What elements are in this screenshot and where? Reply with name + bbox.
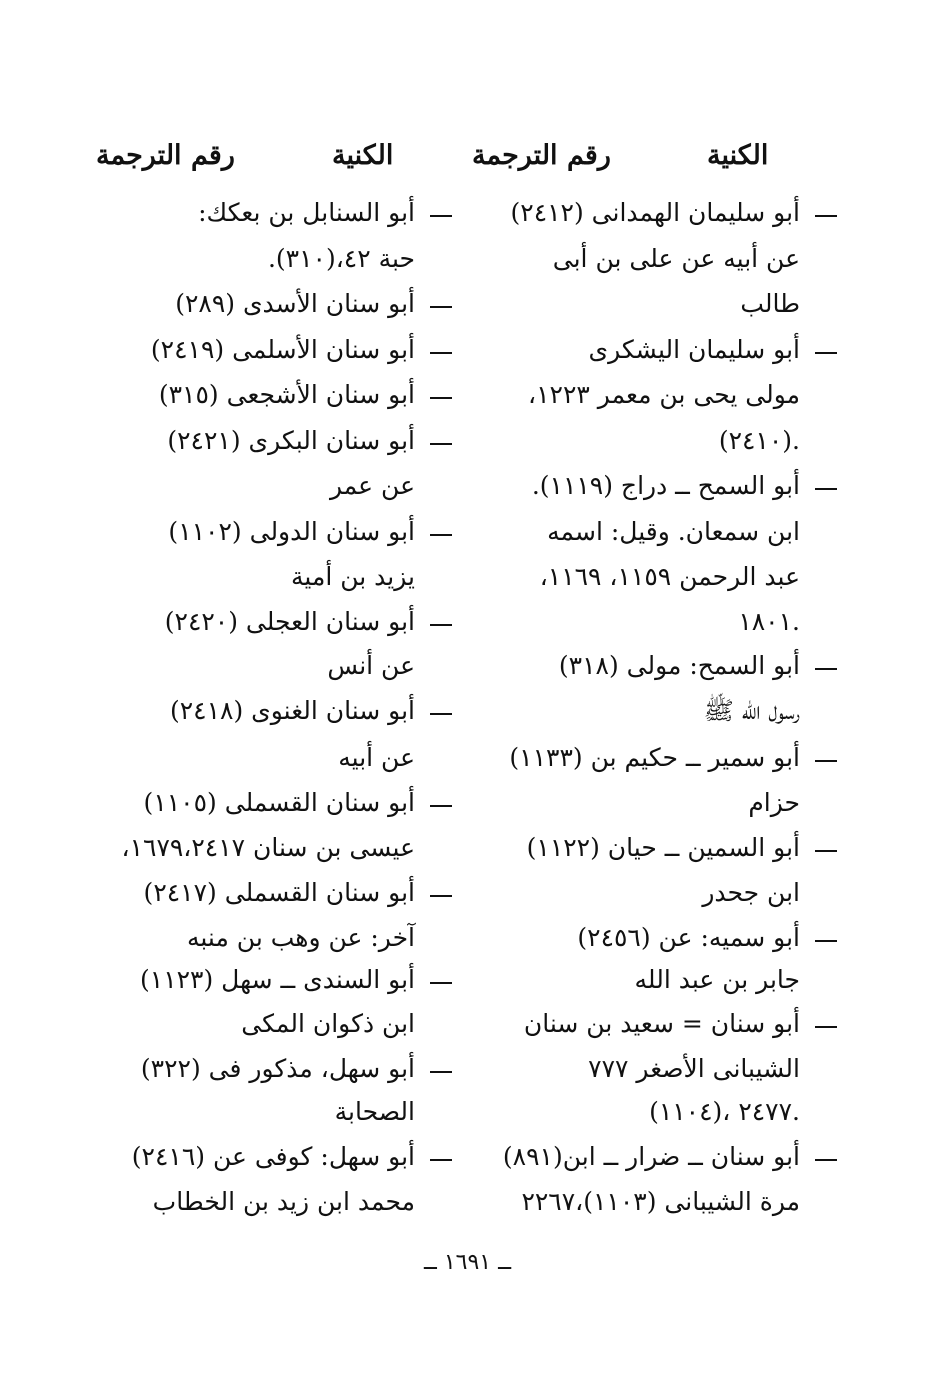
header-left-number: رقم الترجمة [96, 140, 235, 171]
left-line: أبو سنان الأسدى (٢٨٩) [175, 289, 415, 318]
left-line: أبو سنان البكرى (٢٤٢١) [167, 426, 415, 455]
entry-dash [430, 1071, 452, 1073]
left-line: أبو سنان الأسلمى (٢٤١٩) [150, 335, 415, 364]
right-line: الشيبانى الأصغر ٧٧٧ [588, 1054, 800, 1083]
entry-dash [815, 668, 837, 670]
right-line: أبو سليمان اليشكرى [588, 335, 800, 364]
entry-dash [815, 488, 837, 490]
left-line: أبو سهل، مذكور فى (٣٢٢) [140, 1054, 415, 1083]
right-line: أبو سميه: عن (٢٤٥٦) [577, 923, 800, 952]
left-line: أبو سنان العجلى (٢٤٢٠) [164, 607, 415, 636]
entry-dash [430, 982, 452, 984]
entry-dash [430, 624, 452, 626]
left-line: يزيد بن أمية [291, 562, 415, 591]
header-right-kunya: الكنية [707, 140, 769, 171]
left-line: أبو سهل: كوفى عن (٢٤١٦) [131, 1142, 415, 1171]
left-line: حبة ٤٢،(٣١٠). [267, 244, 415, 273]
header-right-number: رقم الترجمة [472, 140, 611, 171]
entry-dash [430, 397, 452, 399]
right-line: أبو سليمان الهمدانى (٢٤١٢) [510, 198, 800, 227]
right-line: عن أبيه عن على بن أبى [552, 244, 800, 273]
right-line: حزام [748, 788, 800, 817]
left-line: محمد ابن زيد بن الخطاب [152, 1187, 415, 1216]
left-line: ابن ذكوان المكى [241, 1009, 415, 1038]
right-line: ابن سمعان. وقيل: اسمه [547, 517, 800, 546]
right-line: رسول الله ﷺ [703, 696, 800, 725]
left-line: أبو سنان الغنوى (٢٤١٨) [169, 696, 415, 725]
entry-dash [430, 534, 452, 536]
right-line: عبد الرحمن ١١٥٩، ١١٦٩، [539, 562, 800, 591]
header-left-kunya: الكنية [332, 140, 394, 171]
right-line: ١٨٠١. [738, 607, 800, 636]
right-line: طالب [740, 289, 800, 318]
entry-dash [815, 850, 837, 852]
entry-dash [430, 352, 452, 354]
right-line: أبو السمين ــ حيان (١١٢٢) [526, 833, 800, 862]
left-line: الصحابة [334, 1097, 415, 1126]
right-line: (١١٠٤)، ٢٤٧٧. [649, 1097, 800, 1126]
right-line: أبو سمير ــ حكيم بن (١١٣٣) [509, 743, 800, 772]
right-line: مرة الشيبانى (١١٠٣)،٢٢٦٧ [521, 1187, 800, 1216]
right-line: أبو سنان = سعيد بن سنان [523, 1009, 800, 1038]
entry-dash [815, 1159, 837, 1161]
entry-dash [815, 352, 837, 354]
page-number: ــ ١٦٩١ ــ [423, 1250, 512, 1275]
entry-dash [430, 306, 452, 308]
left-line: أبو سنان الدولى (١١٠٢) [168, 517, 415, 546]
right-line: أبو السمح: مولى (٣١٨) [558, 651, 800, 680]
entry-dash [430, 1159, 452, 1161]
left-line: أبو سنان القسملى (١١٠٥) [143, 788, 415, 817]
left-line: آخر: عن وهب بن منبه [186, 923, 415, 952]
entry-dash [815, 215, 837, 217]
entry-dash [815, 1026, 837, 1028]
right-line: ابن جحدر [702, 878, 800, 907]
entry-dash [815, 940, 837, 942]
entry-dash [430, 713, 452, 715]
right-line: أبو سنان ــ ضرار ــ ابن(٨٩١) [502, 1142, 800, 1171]
right-line: (٢٤١٠). [718, 426, 800, 455]
right-line: أبو السمح ــ دراج (١١١٩). [531, 471, 800, 500]
left-line: عيسى بن سنان ١٦٧٩،٢٤١٧، [121, 833, 415, 862]
right-line: جابر بن عبد الله [634, 965, 800, 994]
left-line: أبو السنابل بن بعكك: [198, 198, 415, 227]
left-line: أبو السندى ــ سهل (١١٢٣) [140, 965, 415, 994]
left-line: عن أبيه [338, 743, 415, 772]
left-line: عن أنس [327, 651, 415, 680]
left-line: أبو سنان القسملى (٢٤١٧) [143, 878, 415, 907]
right-line: مولى يحى بن معمر ١٢٢٣، [528, 380, 800, 409]
entry-dash [430, 215, 452, 217]
entry-dash [430, 443, 452, 445]
entry-dash [815, 760, 837, 762]
entry-dash [430, 805, 452, 807]
entry-dash [430, 895, 452, 897]
left-line: عن عمر [329, 471, 415, 500]
left-line: أبو سنان الأشجعى (٣١٥) [158, 380, 415, 409]
